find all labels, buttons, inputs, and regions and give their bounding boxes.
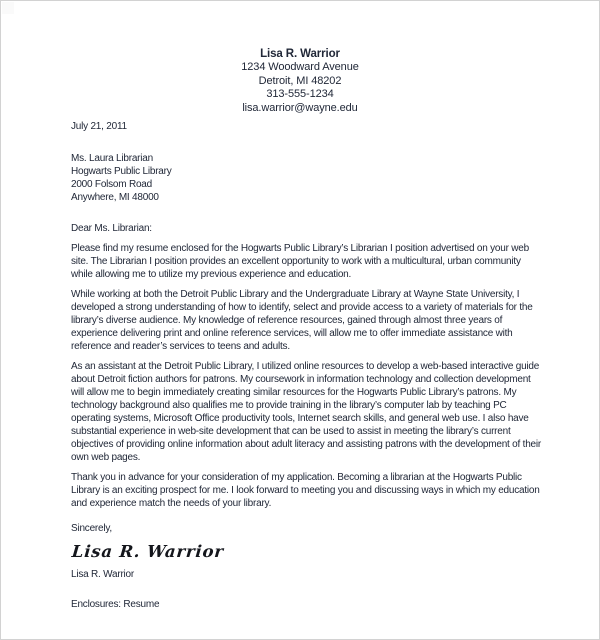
paragraph-thanks: Thank you in advance for your consideration of my application. Becoming a librarian at the Hogwarts Public Library is an exciting prospect for me. I look forward to meeting you and discussing ways in which my education and experience match the needs of your library. [71, 472, 540, 510]
recipient-city-state-zip: Anywhere, MI 48000 [71, 192, 159, 204]
typed-signature-name: Lisa R. Warrior [71, 569, 135, 581]
salutation: Dear Ms. Librarian: [71, 223, 152, 235]
sender-city-state-zip: Detroit, MI 48202 [258, 74, 342, 87]
paragraph-intro: Please find my resume enclosed for the Hogwarts Public Library’s Librarian I position advertised on your web site. The Librarian I position provides an excellent opportunity to work with a multicultural, urban community while allowing me to utilize my previous experience and education. [71, 243, 529, 281]
sender-name: Lisa R. Warrior [260, 48, 340, 60]
paragraph-experience: While working at both the Detroit Public Library and the Undergraduate Library at Wayne State University, I developed a strong understanding of how to identify, select and provide access to a variety of materials for the library’s diverse audience. My knowledge of reference resources, gained through almost three years of experience delivering print and online reference services, will allow me to offer immediate assistance with reference and reader’s services to teens and adults. [71, 289, 533, 353]
sender-address-block [1, 48, 599, 115]
sender-street: 1234 Woodward Avenue [241, 61, 359, 74]
closing-line: Sincerely, [71, 523, 112, 535]
recipient-organization: Hogwarts Public Library [71, 166, 172, 178]
enclosures-line: Enclosures: Resume [71, 599, 160, 611]
handwritten-signature: Lisa R. Warrior [71, 542, 225, 562]
letter-body [71, 120, 543, 611]
sender-phone: 313-555-1234 [266, 88, 334, 101]
scan-corner-artifact [2, 2, 14, 14]
recipient-name: Ms. Laura Librarian [71, 153, 153, 165]
date-line: July 21, 2011 [71, 121, 127, 133]
recipient-address-block [71, 152, 543, 204]
sender-email: lisa.warrior@wayne.edu [242, 101, 358, 114]
paragraph-skills: As an assistant at the Detroit Public Library, I utilized online resources to develop a web-based interactive guide about Detroit fiction authors for patrons. My coursework in information technology and collection development will allow me to begin immediately creating similar resources for the Hogwarts Public Library’s patrons. My technology background also qualifies me to provide training in the library’s computer lab by teaching PC operating systems, Microsoft Office productivity tools, Internet search skills, and general web use. I also have substantial experience in web-site development that can be used to assist in meeting the library’s current objectives of providing online information about adult literacy and assisting patrons with the development of their own web pages. [71, 361, 541, 464]
recipient-street: 2000 Folsom Road [71, 179, 152, 191]
